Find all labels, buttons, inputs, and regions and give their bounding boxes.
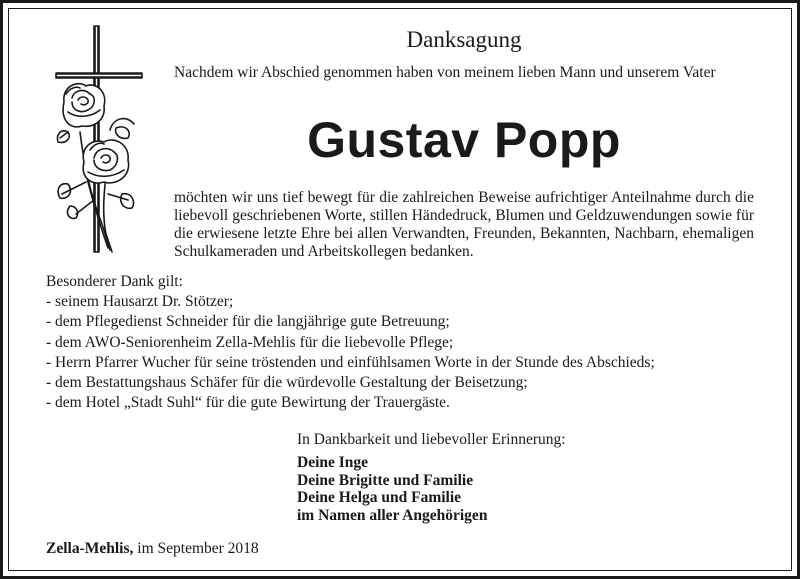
signers-block <box>297 454 737 524</box>
signer-line: Deine Brigitte und Familie <box>297 471 474 489</box>
special-thanks-item: - dem AWO-Seniorenheim Zella-Mehlis für die liebevolle Pflege; <box>46 333 454 351</box>
special-thanks-item: - dem Hotel „Stadt Suhl“ für die gute Bewirtung der Trauergäste. <box>46 394 450 412</box>
notice-heading: Danksagung <box>406 27 522 52</box>
place-date-line <box>46 539 446 559</box>
signer-line: Deine Helga und Familie <box>297 489 462 506</box>
signer-line: Deine Inge <box>297 454 369 471</box>
closing-line: In Dankbarkeit und liebevoller Erinnerung: <box>297 431 566 448</box>
special-thanks-item: - dem Pflegedienst Schneider für die langjährige gute Betreuung; <box>46 313 450 331</box>
thanks-text: möchten wir uns tief bewegt für die zahlreichen Beweise aufrichtiger Anteilnahme durch die liebevoll geschriebenen Worte, stillen Händedruck, Blumen und Geldzuwendungen sowie für die erwiesene letzte Ehre bei allen Verwandten, Freunden, Bekannten, Nachbarn, ehemaligen Schulkameraden und Arbeitskollegen bedanken. <box>174 189 754 260</box>
intro-text: Nachdem wir Abschied genommen haben von meinem lieben Mann und unserem Vater <box>174 64 716 81</box>
special-thanks-item: - seinem Hausarzt Dr. Stötzer; <box>46 293 234 311</box>
special-thanks-item: - Herrn Pfarrer Wucher für seine tröstenden und einfühlsamen Worte in der Stunde des Abschieds; <box>46 353 655 371</box>
signers-list <box>297 454 737 524</box>
signer-line: im Namen aller Angehörigen <box>297 506 488 524</box>
special-thanks-title: Besonderer Dank gilt: <box>46 273 183 290</box>
special-thanks-section <box>46 272 766 413</box>
deceased-name: Gustav Popp <box>307 112 621 168</box>
special-thanks-item: - dem Bestattungshaus Schäfer für die würdevolle Gestaltung der Beisetzung; <box>46 374 528 392</box>
cross-with-roses-icon <box>46 24 146 256</box>
place-name: Zella-Mehlis, <box>46 540 134 557</box>
date-text: im September 2018 <box>137 540 259 557</box>
special-thanks-list <box>46 292 766 413</box>
